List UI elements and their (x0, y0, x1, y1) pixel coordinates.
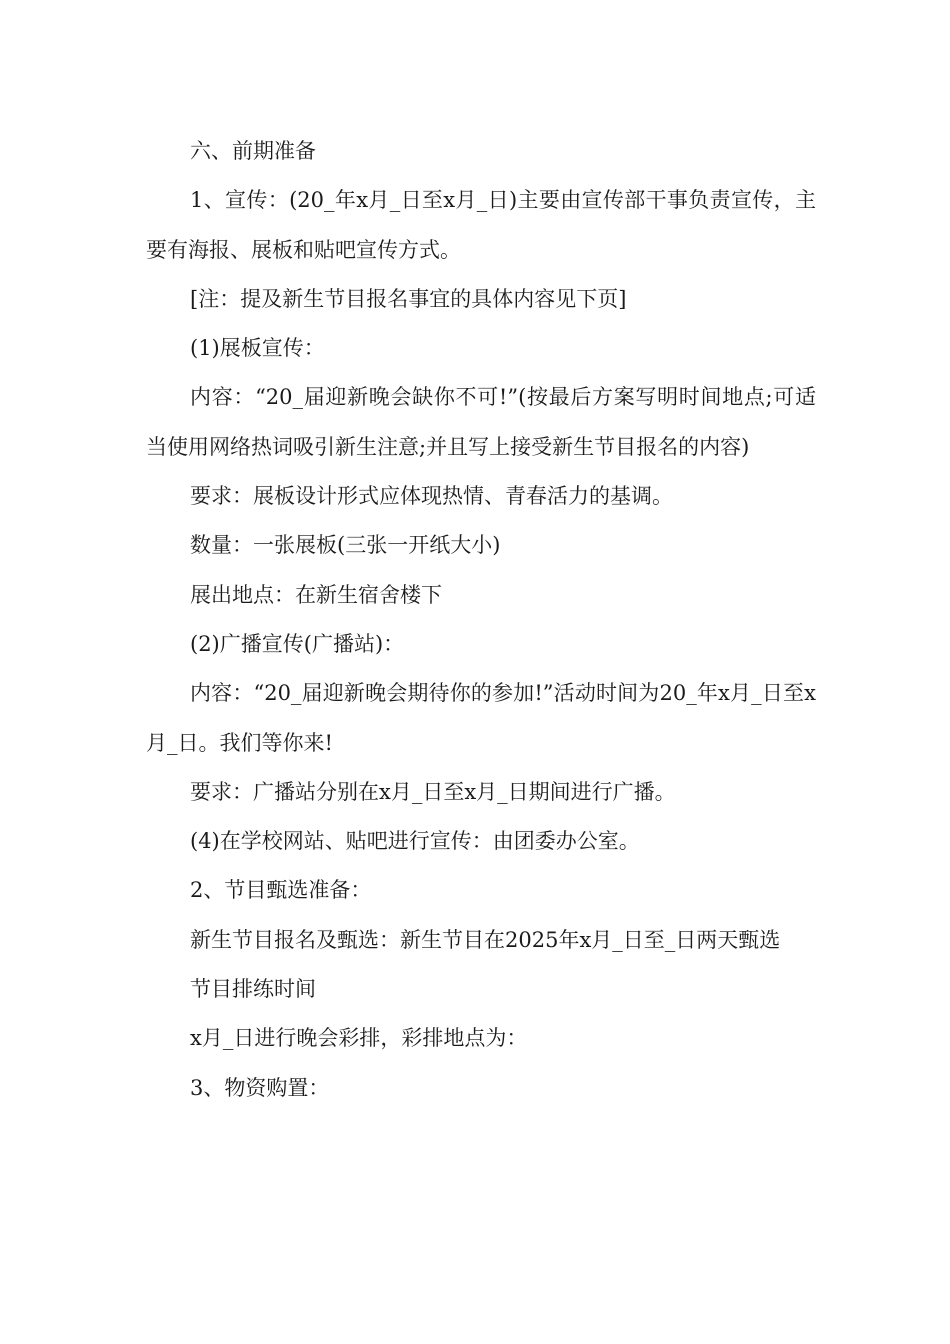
paragraph-publicity: 1、宣传：(20_年x月_日至x月_日)主要由宣传部干事负责宣传，主要有海报、展板和贴吧宣传方式。 (146, 188, 816, 262)
paragraph-board-publicity: (1)展板宣传： (190, 336, 325, 361)
paragraph-supplies: 3、物资购置： (190, 1075, 330, 1100)
paragraph-board-requirement: 要求：展板设计形式应体现热情、青春活力的基调。 (190, 484, 673, 509)
section-heading: 六、前期准备 (190, 139, 316, 163)
paragraph-broadcast-requirement: 要求：广播站分别在x月_日至x月_日期间进行广播。 (190, 779, 676, 804)
paragraph-board-quantity: 数量：一张展板(三张一开纸大小) (190, 533, 501, 558)
paragraph-program-selection: 2、节目甄选准备： (190, 878, 372, 903)
paragraph-selection-detail: 新生节目报名及甄选：新生节目在2025年x月_日至_日两天甄选 (190, 927, 781, 952)
paragraph-board-location: 展出地点：在新生宿舍楼下 (190, 582, 442, 607)
paragraph-board-content: 内容：“20_届迎新晚会缺你不可!”(按最后方案写明时间地点;可适当使用网络热词吸引新生注意;并且写上接受新生节目报名的内容) (146, 385, 816, 459)
paragraph-broadcast-publicity: (2)广播宣传(广播站)： (190, 631, 405, 656)
paragraph-rehearsal-time: 节目排练时间 (190, 977, 316, 1002)
paragraph-website-publicity: (4)在学校网站、贴吧进行宣传：由团委办公室。 (190, 829, 640, 854)
document-body (146, 127, 816, 1113)
paragraph-broadcast-content: 内容：“20_届迎新晚会期待你的参加!”活动时间为20_年x月_日至x月_日。我们等你来! (146, 681, 816, 755)
paragraph-rehearsal-detail: x月_日进行晚会彩排，彩排地点为： (190, 1026, 528, 1051)
paragraph-note: [注：提及新生节目报名事宜的具体内容见下页] (190, 286, 627, 311)
